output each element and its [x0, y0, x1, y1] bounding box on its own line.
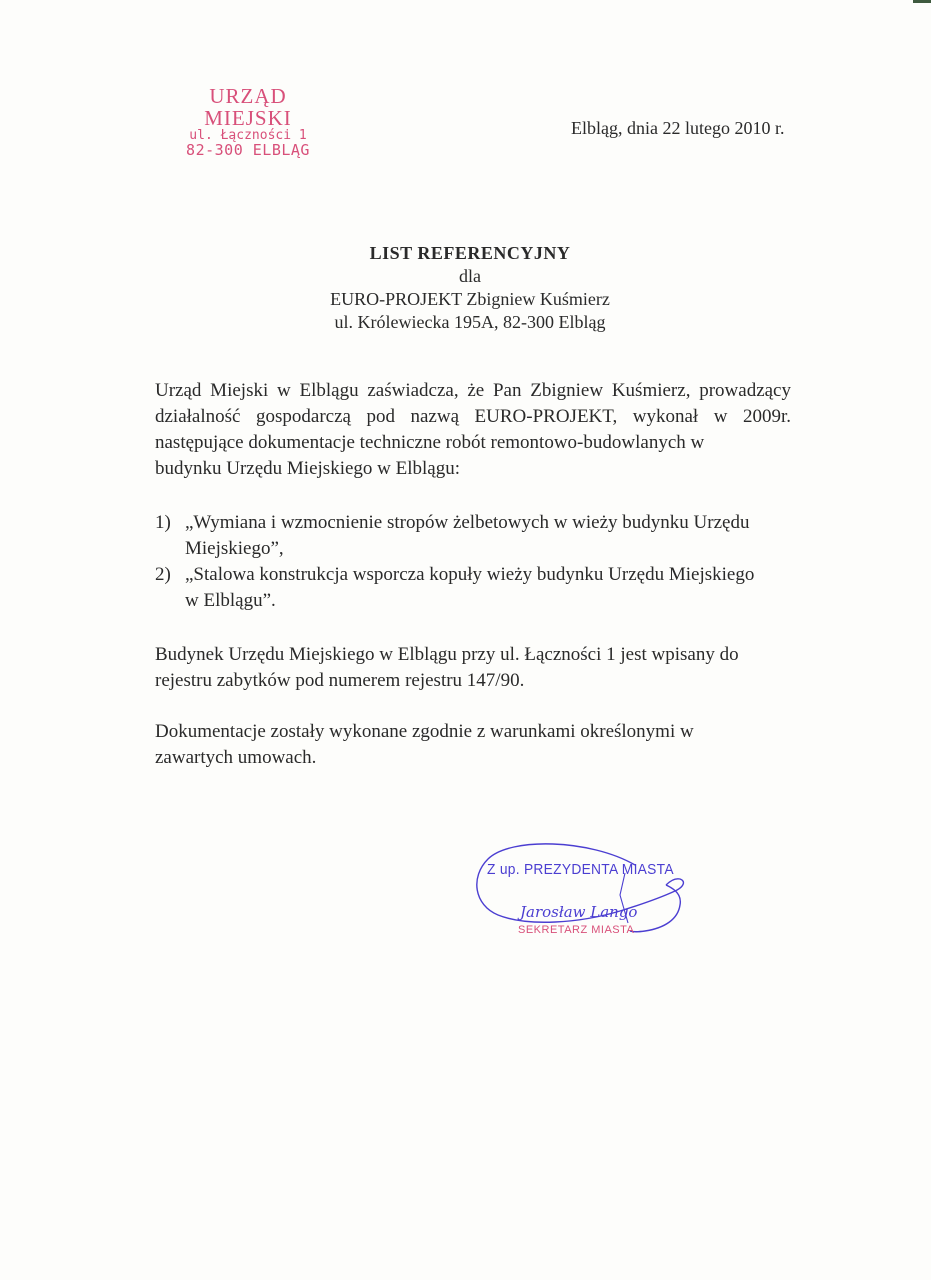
paragraph-certification — [155, 378, 791, 482]
signature-stamp — [470, 835, 695, 945]
paragraph-text: Budynek Urzędu Miejskiego w Elblągu przy ul. Łączności 1 jest wpisany do — [155, 644, 739, 665]
list-item-last-line: Miejskiego”, — [185, 538, 284, 559]
heading-for: dla — [459, 266, 481, 286]
list-item — [155, 510, 791, 562]
list-item-number: 1) — [155, 512, 171, 533]
works-list — [155, 510, 791, 614]
letter-title: LIST REFERENCYJNY — [369, 243, 571, 263]
list-item — [155, 562, 791, 614]
paragraph-conformity — [155, 719, 791, 771]
stamp-line-1: URZĄD MIEJSKI — [204, 84, 292, 131]
signature-name: Jarosław Lango — [520, 903, 638, 921]
list-item-last-line: w Elblągu”. — [185, 590, 276, 611]
signature-role: SEKRETARZ MIASTA — [518, 924, 635, 936]
paragraph-registry — [155, 642, 791, 694]
place-and-date: Elbląg, dnia 22 lutego 2010 r. — [571, 118, 785, 138]
office-stamp — [163, 85, 333, 158]
signature-authority-line: Z up. PREZYDENTA MIASTA — [487, 861, 674, 878]
paragraph-last-line: rejestru zabytków pod numerem rejestru 147/90. — [155, 670, 525, 691]
stamp-line-3: 82-300 ELBLĄG — [186, 140, 310, 159]
letter-heading — [200, 242, 740, 334]
scan-edge-mark — [913, 0, 931, 3]
recipient-address: ul. Królewiecka 195A, 82-300 Elbląg — [334, 312, 606, 332]
recipient-company: EURO-PROJEKT Zbigniew Kuśmierz — [330, 289, 610, 309]
paragraph-text: Dokumentacje zostały wykonane zgodnie z warunkami określonymi w — [155, 721, 694, 742]
stamp-line-2: ul. Łączności 1 — [189, 128, 307, 144]
list-item-number: 2) — [155, 564, 171, 585]
paragraph-last-line: budynku Urzędu Miejskiego w Elblągu: — [155, 458, 461, 479]
list-item-text: „Stalowa konstrukcja wsporcza kopuły wieży budynku Urzędu Miejskiego — [185, 564, 755, 585]
list-item-text: „Wymiana i wzmocnienie stropów żelbetowych w wieży budynku Urzędu — [185, 512, 750, 533]
paragraph-text: Urząd Miejski w Elblągu zaświadcza, że Pan Zbigniew Kuśmierz, prowadzący działalność gospodarczą pod nazwą EURO-PROJEKT, wykonał w 2009r. następujące dokumentacje techniczne robót remontowo-budowlanych w — [155, 380, 791, 453]
paragraph-last-line: zawartych umowach. — [155, 747, 317, 768]
